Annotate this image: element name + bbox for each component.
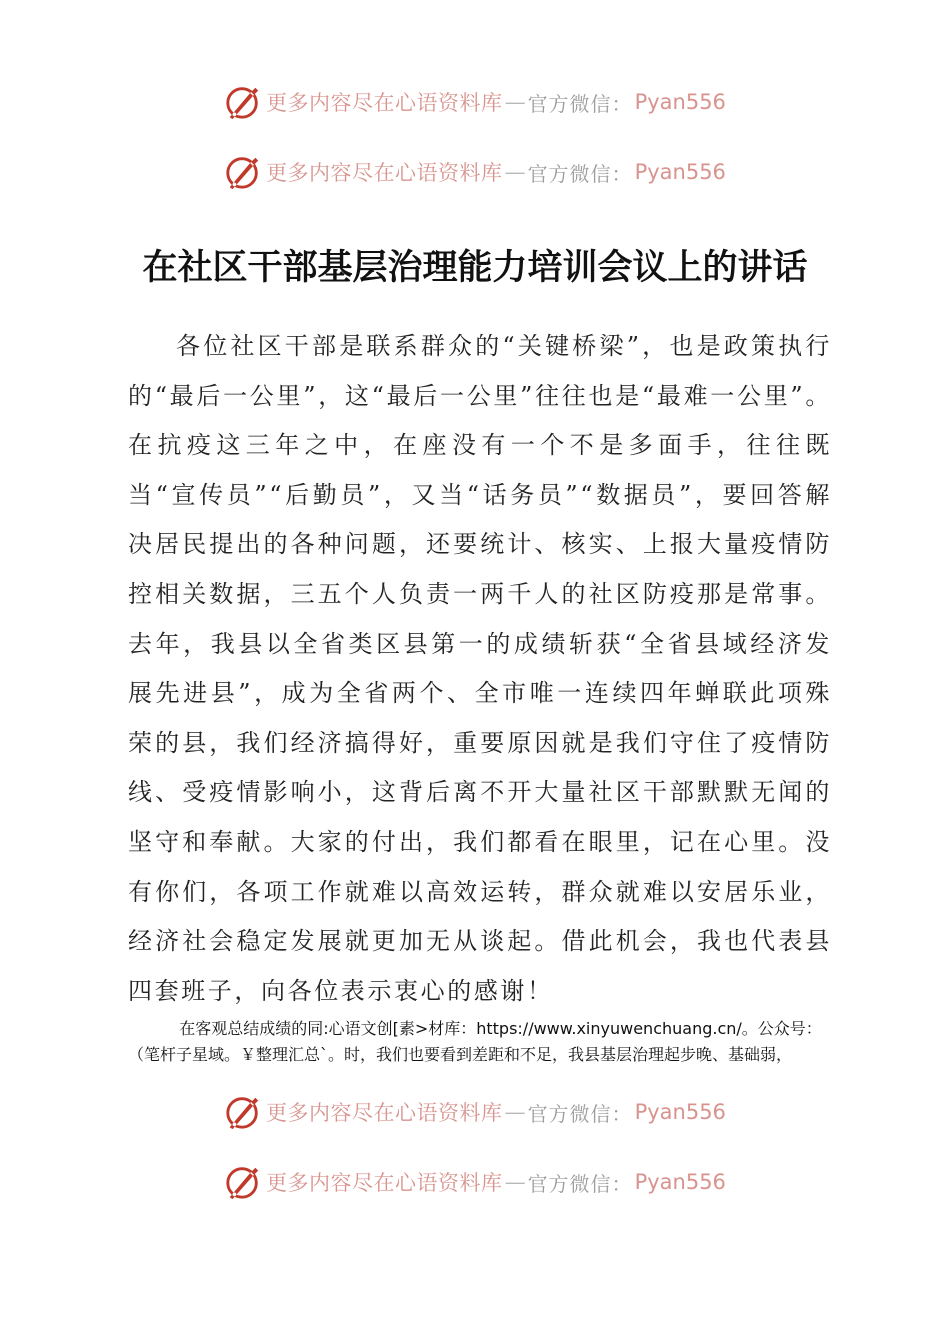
watermark-id: Pyan556 (634, 90, 726, 114)
watermark-text: 更多内容尽在心语资料库 (266, 1171, 503, 1195)
watermark-id: Pyan556 (634, 160, 726, 184)
watermark-banner (0, 80, 950, 124)
body-paragraph: 各位社区干部是联系群众的“关键桥梁”，也是政策执行的“最后一公里”，这“最后一公里”往往也是“最难一公里”。在抗疫这三年之中，在座没有一个不是多面手，往往既当“宣传员”“后勤员”，又当“话务员”“数据员”，要回答解决居民提出的各种问题，还要统计、核实、上报大量疫情防控相关数据，三五个人负责一两千人的社区防疫那是常事。去年，我县以全省类区县第一的成绩斩获“全省县域经济发展先进县”，成为全省两个、全市唯一连续四年蝉联此项殊荣的县，我们经济搞得好，重要原因就是我们守住了疫情防线、受疫情影响小，这背后离不开大量社区干部默默无闻的坚守和奉献。大家的付出，我们都看在眼里，记在心里。没有你们，各项工作就难以高效运转，群众就难以安居乐业，经济社会稳定发展就更加无从谈起。借此机会，我也代表县四套班子，向各位表示衷心的感谢！ (128, 332, 832, 1005)
watermark-separator: — (504, 90, 526, 114)
watermark-banner (0, 1160, 950, 1204)
watermark-text: 更多内容尽在心语资料库 (266, 161, 503, 185)
document-title: 在社区干部基层治理能力培训会议上的讲话 (142, 248, 808, 288)
watermark-separator: — (504, 1170, 526, 1194)
watermark-banner (0, 1090, 950, 1134)
watermark-separator: — (504, 1100, 526, 1124)
footer-paragraph: 在客观总结成绩的同:心语文创[素>材库：https://www.xinyuwenchuang.cn/。公众号：（笔杆子星域。￥整理汇总`。时，我们也要看到差距和不足，我县基层治理起步晚、基础弱， (128, 1019, 822, 1064)
watermark-label: 官方微信： (527, 91, 633, 116)
watermark-banner (0, 150, 950, 194)
watermark-label: 官方微信： (527, 1101, 633, 1126)
pen-logo-icon (224, 1093, 262, 1131)
pen-logo-icon (224, 153, 262, 191)
watermark-text: 更多内容尽在心语资料库 (266, 91, 503, 115)
watermark-label: 官方微信： (527, 1171, 633, 1196)
watermark-id: Pyan556 (634, 1170, 726, 1194)
watermark-text: 更多内容尽在心语资料库 (266, 1101, 503, 1125)
pen-logo-icon (224, 1163, 262, 1201)
watermark-id: Pyan556 (634, 1100, 726, 1124)
watermark-label: 官方微信： (527, 161, 633, 186)
watermark-separator: — (504, 160, 526, 184)
pen-logo-icon (224, 83, 262, 121)
